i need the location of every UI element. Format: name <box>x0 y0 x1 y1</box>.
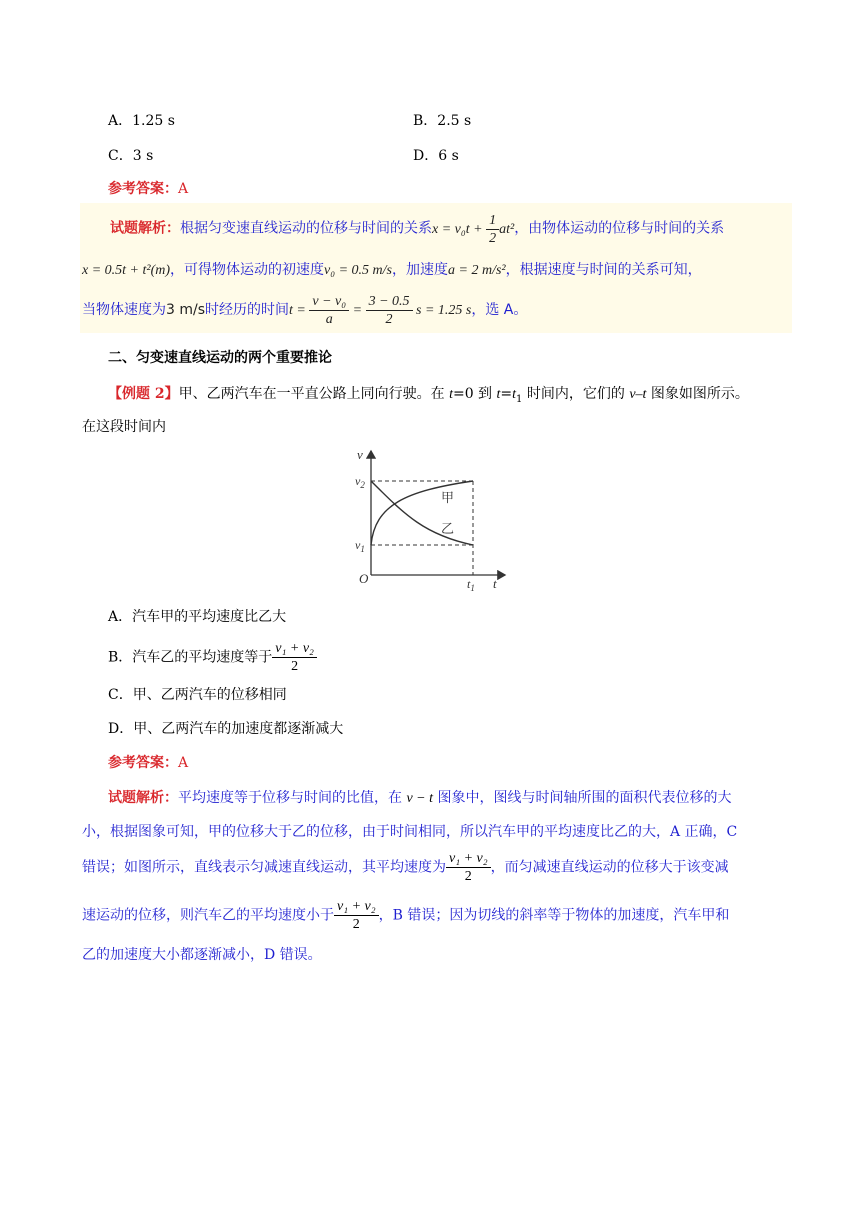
formula-time: t = $\frac{\text{v − v₀}}{a}$ = $\frac{3 - 0.5}{2}$ s = 1.25 s <box>289 294 472 328</box>
q1-option-a <box>108 110 175 130</box>
answer-value: A <box>178 181 189 197</box>
analysis-text: 根据匀变速直线运动的位移与时间的关系 <box>180 220 432 237</box>
analysis-label: 试题解析： <box>110 220 180 237</box>
q1-analysis-line-3: 当物体速度为3 m/s时经历的时间t = $\frac{\text{v − v₀}}{a}$ = $\frac{3 - 0.5}{2}$ s = 1.25 s，选 A。 <box>82 294 528 328</box>
q2-stem-line-2: 在这段时间内 <box>82 419 166 435</box>
q2-option-c: C．甲、乙两汽车的位移相同 <box>108 687 287 703</box>
q2-option-a: A．汽车甲的平均速度比乙大 <box>108 609 287 625</box>
q1-option-b <box>413 110 471 130</box>
option-text: 6 s <box>438 148 459 164</box>
formula-displacement: x = v₀t + $\frac{1}{2}$ at² <box>432 213 515 246</box>
q1-option-c <box>108 145 153 165</box>
answer-label: 参考答案： <box>108 181 178 197</box>
origin-label: O <box>359 571 369 586</box>
curve-jia <box>371 481 473 545</box>
answer-value: A <box>178 755 189 771</box>
q1-answer <box>108 178 188 198</box>
q2-analysis-line-3: 错误；如图所示，直线表示匀减速直线运动，其平均速度为 $\frac{\text{v₁ + v₂}}{2}$ ，而匀减速直线运动的位移大于该变减 <box>82 851 729 884</box>
q2-option-d: D．甲、乙两汽车的加速度都逐渐减大 <box>108 721 344 737</box>
q1-analysis-line-2: x = 0.5t + t²(m)，可得物体运动的初速度v₀ = 0.5 m/s，加速度a = 2 m/s²，根据速度与时间的关系可知， <box>82 262 702 278</box>
analysis-label: 试题解析： <box>108 790 178 806</box>
option-text: 3 s <box>132 148 154 164</box>
vt-graph <box>345 445 515 595</box>
q2-analysis-line-4: 速运动的位移，则汽车乙的平均速度小于 $\frac{\text{v₁ + v₂}}{2}$ ，B 错误；因为切线的斜率等于物体的加速度，汽车甲和 <box>82 899 730 932</box>
q1-option-d <box>413 145 459 165</box>
fraction-avg-velocity: $\frac{\text{v₁ + v₂}}{2}$ <box>272 640 317 675</box>
formula-given: x = 0.5t + t²(m) <box>82 263 171 278</box>
formula-v0: v₀ = 0.5 m/s <box>324 263 393 278</box>
tick-v1: $v_1$ <box>355 538 365 554</box>
q1-analysis-line-1 <box>110 212 724 247</box>
tick-v2: $v_2$ <box>355 474 365 490</box>
q2-analysis-line-2: 小，根据图象可知，甲的位移大于乙的位移，由于时间相同，所以汽车甲的平均速度比乙的大，A 正确，C <box>82 824 738 840</box>
option-text: 1.25 s <box>132 113 175 129</box>
option-key: B． <box>413 113 438 129</box>
example-label: 【例题 2】 <box>108 386 179 402</box>
q2-stem-line-1: 【例题 2】甲、乙两汽车在一平直公路上同向行驶。在 t=0 到 $t=t_1$ 时间内，它们的 v–t 图象如图所示。 <box>108 386 749 405</box>
label-jia: 甲 <box>441 490 455 505</box>
analysis-text: ，由物体运动的位移与时间的关系 <box>514 220 725 237</box>
q2-option-b: B．汽车乙的平均速度等于 $\frac{\text{v₁ + v₂}}{2}$ <box>108 640 317 675</box>
formula-a: a = 2 m/s² <box>448 263 506 278</box>
option-text: 2.5 s <box>437 113 472 129</box>
q2-answer <box>108 752 188 772</box>
answer-label: 参考答案： <box>108 755 178 771</box>
q2-analysis-line-5: 乙的加速度大小都逐渐减小，D 错误。 <box>82 947 322 963</box>
option-key: A． <box>108 113 133 129</box>
tick-t1: $t_1$ <box>467 577 475 593</box>
axis-label-v: v <box>357 447 363 462</box>
section-heading: 二、匀变速直线运动的两个重要推论 <box>108 350 332 366</box>
curve-yi <box>371 481 473 545</box>
axis-label-t: t <box>493 576 497 591</box>
formula-speed: 3 m/s <box>166 302 206 318</box>
option-key: D． <box>413 148 439 164</box>
label-yi: 乙 <box>441 521 455 536</box>
fraction-avg-velocity: $\frac{\text{v₁ + v₂}}{2}$ <box>334 898 379 933</box>
option-key: C． <box>108 148 133 164</box>
q2-analysis-line-1: 试题解析：平均速度等于位移与时间的比值，在 v − t 图象中，图线与时间轴所围的面积代表位移的大 <box>108 790 732 806</box>
fraction-avg-velocity: $\frac{\text{v₁ + v₂}}{2}$ <box>446 850 491 885</box>
